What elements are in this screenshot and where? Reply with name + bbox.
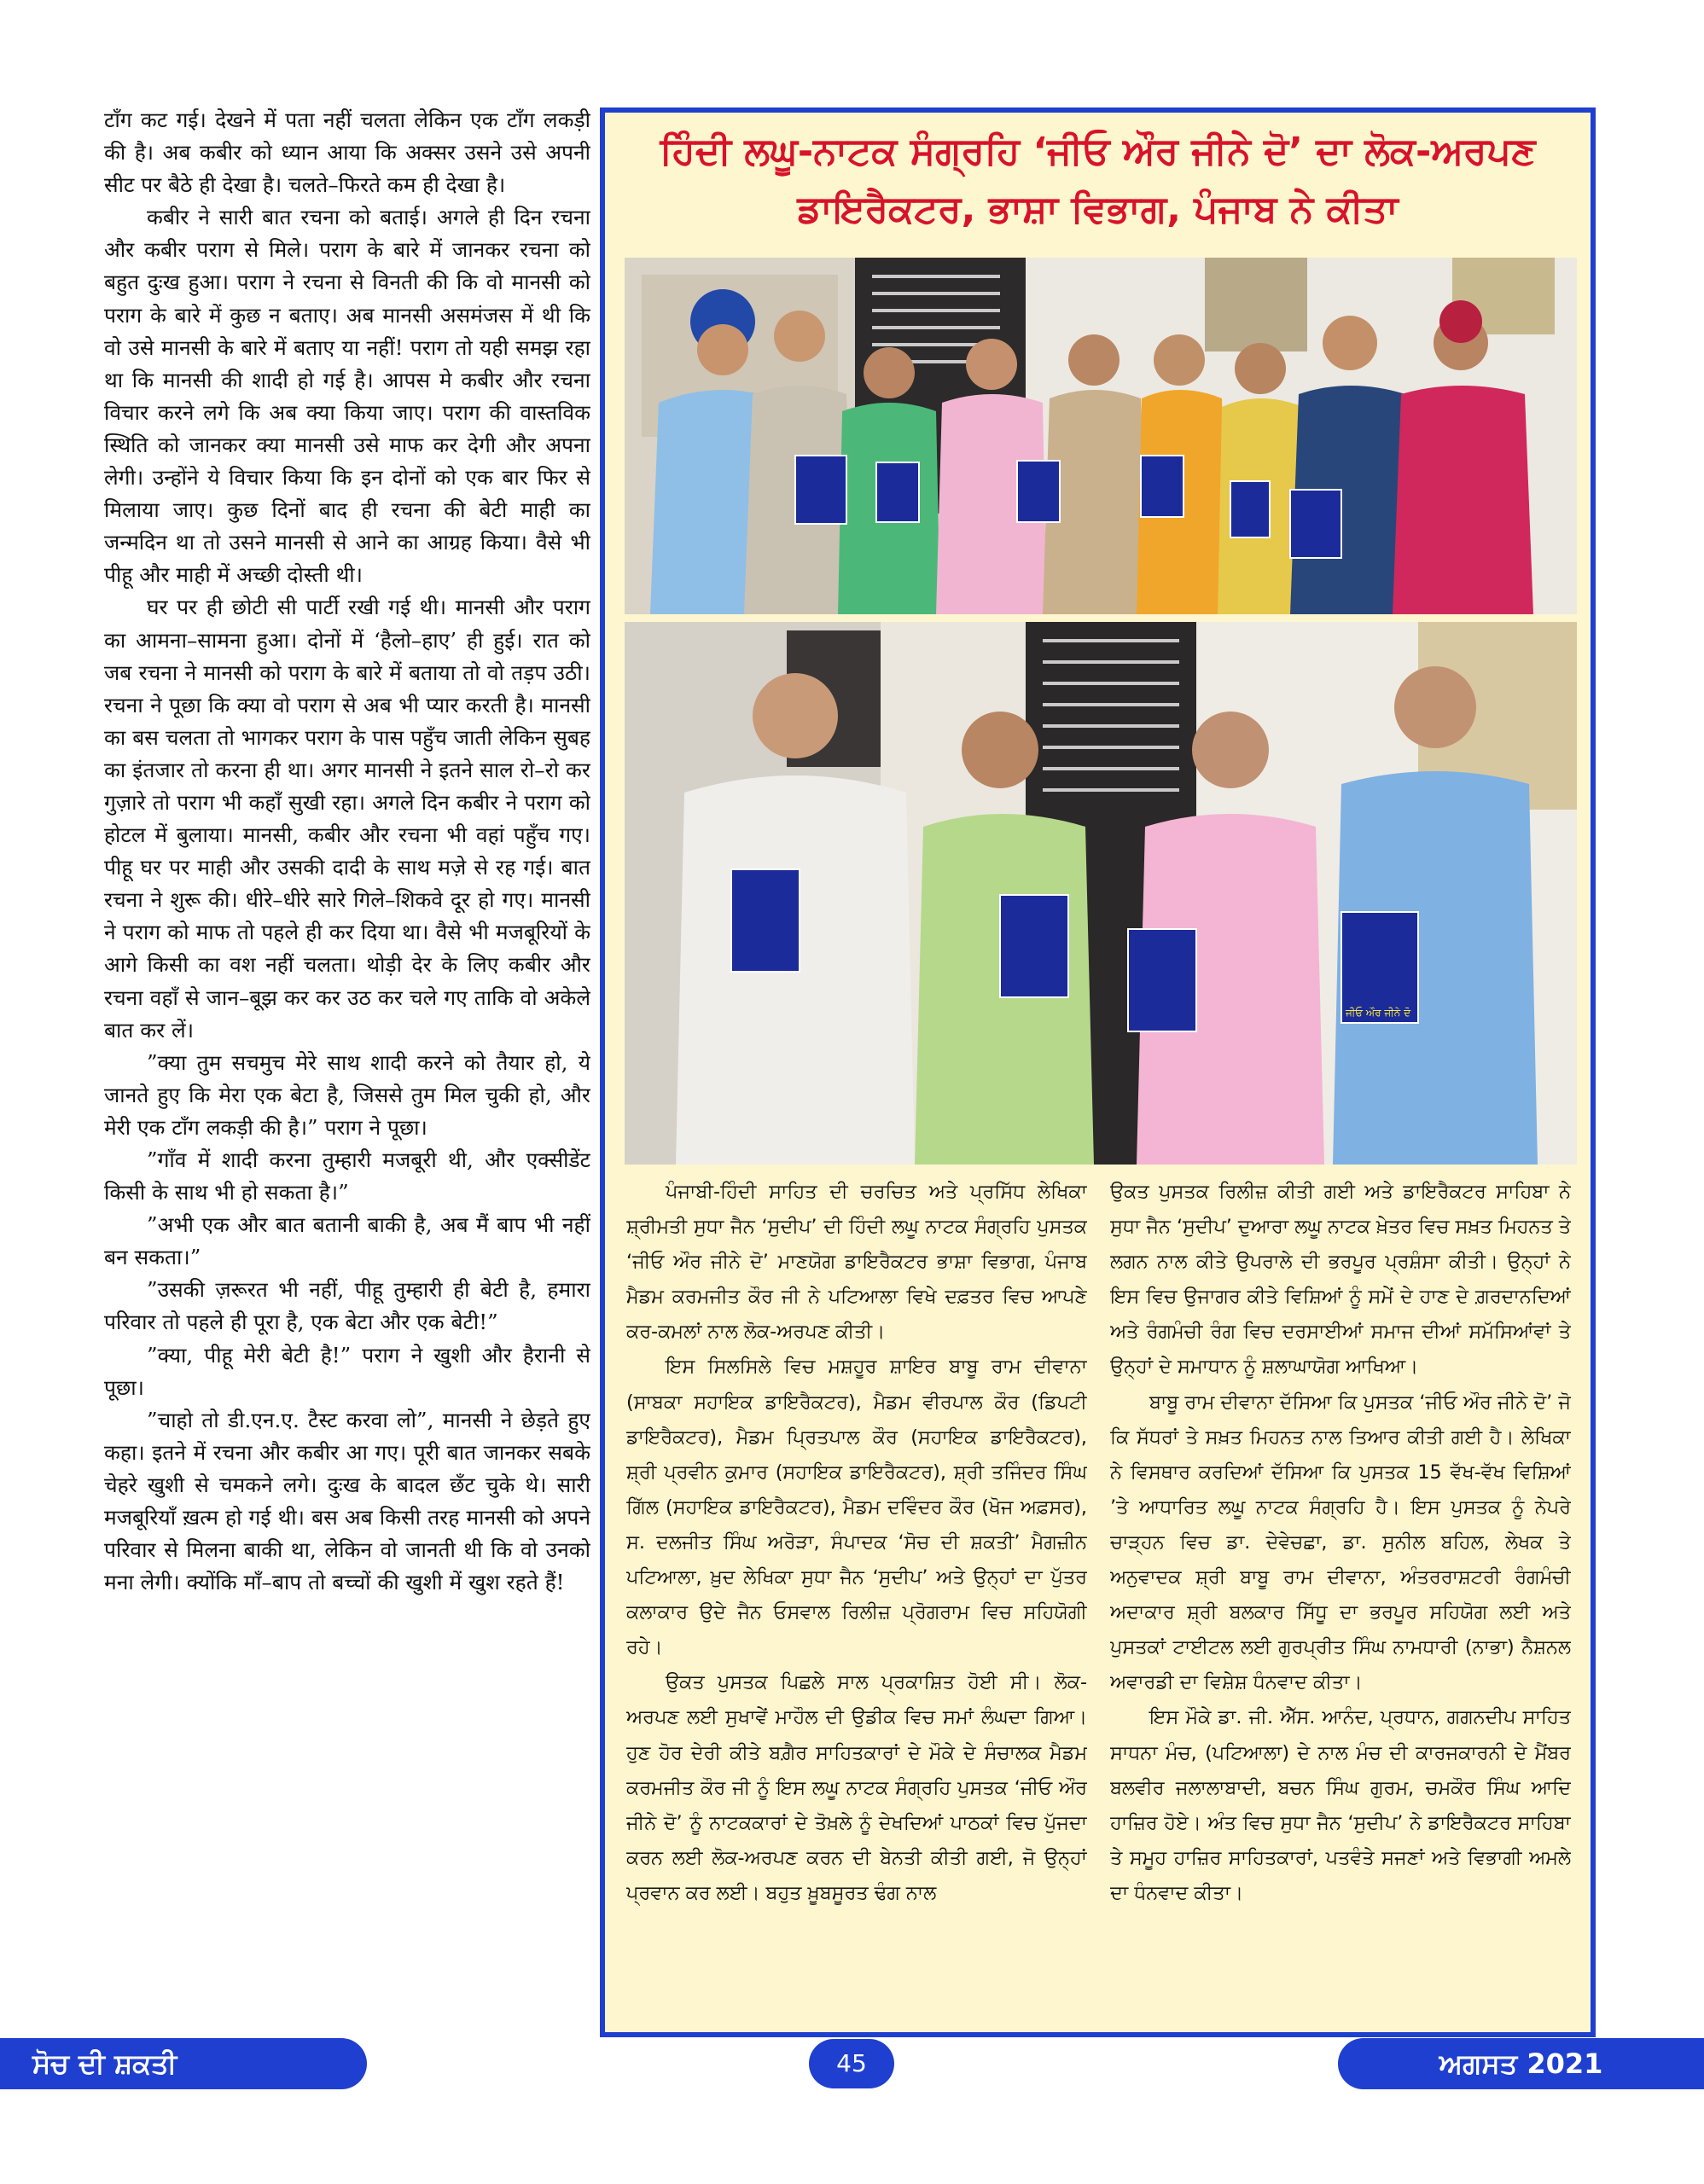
story-paragraph: ”उसकी ज़रूरत भी नहीं, पीहू तुम्हारी ही बेटी है, हमारा परिवार तो पहले ही पूरा है, एक बेटा और एक बेटी!”: [104, 1277, 590, 1335]
story-paragraph: ”क्या तुम सचमुच मेरे साथ शादी करने को तैयार हो, ये जानते हुए कि मेरा एक बेटा है, जिससे तुम मिल चुकी हो, और मेरी एक टाँग लकड़ी की है।” पराग ने पूछा।: [104, 1049, 590, 1140]
article-paragraph: ਉਕਤ ਪੁਸਤਕ ਪਿਛਲੇ ਸਾਲ ਪ੍ਰਕਾਸ਼ਿਤ ਹੋਈ ਸੀ। ਲੋਕ-ਅਰਪਣ ਲਈ ਸੁਖਾਵੇਂ ਮਾਹੌਲ ਦੀ ਉਡੀਕ ਵਿਚ ਸਮਾਂ ਲੰਘਦਾ ਗਿਆ। ਹੁਣ ਹੋਰ ਦੇਰੀ ਕੀਤੇ ਬਗ਼ੈਰ ਸਾਹਿਤਕਾਰਾਂ ਦੇ ਮੌਕੇ ਦੇ ਸੰਚਾਲਕ ਮੈਡਮ ਕਰਮਜੀਤ ਕੌਰ ਜੀ ਨੂੰ ਇਸ ਲਘੂ ਨਾਟਕ ਸੰਗ੍ਰਹਿ ਪੁਸਤਕ ‘ਜੀਓ ਔਰ ਜੀਨੇ ਦੋ’ ਨੂੰ ਨਾਟਕਕਾਰਾਂ ਦੇ ਤੋਖ਼ਲੇ ਨੂੰ ਦੇਖਦਿਆਂ ਪਾਠਕਾਂ ਵਿਚ ਪੁੱਜਦਾ ਕਰਨ ਲਈ ਲੋਕ-ਅਰਪਣ ਕਰਨ ਦੀ ਬੇਨਤੀ ਕੀਤੀ ਗਈ, ਜੋ ਉਨ੍ਹਾਂ ਪ੍ਰਵਾਨ ਕਰ ਲਈ। ਬਹੁਤ ਖ਼ੂਬਸੂਰਤ ਢੰਗ ਨਾਲ: [626, 1671, 1087, 1904]
group-photo: [625, 258, 1577, 614]
story-paragraph: ”अभी एक और बात बतानी बाकी है, अब मैं बाप भी नहीं बन सकता।”: [104, 1212, 590, 1270]
article-paragraph: ਉਕਤ ਪੁਸਤਕ ਰਿਲੀਜ਼ ਕੀਤੀ ਗਈ ਅਤੇ ਡਾਇਰੈਕਟਰ ਸਾਹਿਬਾ ਨੇ ਸੁਧਾ ਜੈਨ ‘ਸੁਦੀਪ’ ਦੁਆਰਾ ਲਘੂ ਨਾਟਕ ਖ਼ੇਤਰ ਵਿਚ ਸਖ਼ਤ ਮਿਹਨਤ ਤੇ ਲਗਨ ਨਾਲ ਕੀਤੇ ਉਪਰਾਲੇ ਦੀ ਭਰਪੂਰ ਪ੍ਰਸ਼ੰਸਾ ਕੀਤੀ। ਉਨ੍ਹਾਂ ਨੇ ਇਸ ਵਿਚ ਉਜਾਗਰ ਕੀਤੇ ਵਿਸ਼ਿਆਂ ਨੂੰ ਸਮੇਂ ਦੇ ਹਾਣ ਦੇ ਗ਼ਰਦਾਨਦਿਆਂ ਅਤੇ ਰੰਗਮੰਚੀ ਰੰਗ ਵਿਚ ਦਰਸਾਈਆਂ ਸਮਾਜ ਦੀਆਂ ਸਮੱਸਿਆਂਵਾਂ ਤੇ ਉਨ੍ਹਾਂ ਦੇ ਸਮਾਧਾਨ ਨੂੰ ਸ਼ਲਾਘਾਯੋਗ ਆਖਿਆ।: [1110, 1181, 1571, 1379]
article-headline: [605, 113, 1591, 258]
article-column-right: [1110, 1175, 1571, 2028]
story-column: [104, 104, 590, 2024]
article-paragraph: ਇਸ ਸਿਲਸਿਲੇ ਵਿਚ ਮਸ਼ਹੂਰ ਸ਼ਾਇਰ ਬਾਬੂ ਰਾਮ ਦੀਵਾਨਾ (ਸਾਬਕਾ ਸਹਾਇਕ ਡਾਇਰੈਕਟਰ), ਮੈਡਮ ਵੀਰਪਾਲ ਕੌਰ (ਡਿਪਟੀ ਡਾਇਰੈਕਟਰ), ਮੈਡਮ ਪ੍ਰਿਤਪਾਲ ਕੌਰ (ਸਹਾਇਕ ਡਾਇਰੈਕਟਰ), ਸ਼੍ਰੀ ਪ੍ਰਵੀਨ ਕੁਮਾਰ (ਸਹਾਇਕ ਡਾਇਰੈਕਟਰ), ਸ਼੍ਰੀ ਤਜਿੰਦਰ ਸਿੰਘ ਗਿੱਲ (ਸਹਾਇਕ ਡਾਇਰੈਕਟਰ), ਮੈਡਮ ਦਵਿੰਦਰ ਕੌਰ (ਖੋਜ ਅਫ਼ਸਰ), ਸ. ਦਲਜੀਤ ਸਿੰਘ ਅਰੋੜਾ, ਸੰਪਾਦਕ ‘ਸੋਚ ਦੀ ਸ਼ਕਤੀ’ ਮੈਗਜ਼ੀਨ ਪਟਿਆਲਾ, ਖ਼ੁਦ ਲੇਖਿਕਾ ਸੁਧਾ ਜੈਨ ‘ਸੁਦੀਪ’ ਅਤੇ ਉਨ੍ਹਾਂ ਦਾ ਪੁੱਤਰ ਕਲਾਕਾਰ ਉਦੇ ਜੈਨ ਓਸਵਾਲ ਰਿਲੀਜ਼ ਪ੍ਰੋਗਰਾਮ ਵਿਚ ਸਹਿਯੋਗੀ ਰਹੇ।: [626, 1356, 1087, 1659]
release-photo: [625, 622, 1577, 1165]
story-paragraph: टाँग कट गई। देखने में पता नहीं चलता लेकिन एक टाँग लकड़ी की है। अब कबीर को ध्यान आया कि अक्सर उसने उसे अपनी सीट पर बैठे ही देखा है। चलते–फिरते कम ही देखा है।: [104, 107, 590, 198]
magazine-name: ਸੋਚ ਦੀ ਸ਼ਕਤੀ: [0, 2038, 367, 2089]
book-cover-title: ਜੀਓ ਔਰ ਜੀਨੇ ਦੋ: [1345, 1007, 1411, 1019]
issue-date: ਅਗਸਤ 2021: [1338, 2038, 1704, 2089]
article-paragraph: ਪੰਜਾਬੀ-ਹਿੰਦੀ ਸਾਹਿਤ ਦੀ ਚਰਚਿਤ ਅਤੇ ਪ੍ਰਸਿੱਧ ਲੇਖਿਕਾ ਸ਼੍ਰੀਮਤੀ ਸੁਧਾ ਜੈਨ ‘ਸੁਦੀਪ’ ਦੀ ਹਿੰਦੀ ਲਘੂ ਨਾਟਕ ਸੰਗ੍ਰਹਿ ਪੁਸਤਕ ‘ਜੀਓ ਔਰ ਜੀਨੇ ਦੋ’ ਮਾਣਯੋਗ ਡਾਇਰੈਕਟਰ ਭਾਸ਼ਾ ਵਿਭਾਗ, ਪੰਜਾਬ ਮੈਡਮ ਕਰਮਜੀਤ ਕੌਰ ਜੀ ਨੇ ਪਟਿਆਲਾ ਵਿਖੇ ਦਫ਼ਤਰ ਵਿਚ ਆਪਣੇ ਕਰ-ਕਮਲਾਂ ਨਾਲ ਲੋਕ-ਅਰਪਣ ਕੀਤੀ।: [626, 1181, 1087, 1344]
article-column-left: [626, 1175, 1087, 2028]
story-paragraph: घर पर ही छोटी सी पार्टी रखी गई थी। मानसी और पराग का आमना–सामना हुआ। दोनों में ‘हैलो–हाए’ ही हुई। रात को जब रचना ने मानसी को पराग के बारे में बताया तो वो तड़प उठी। रचना ने पूछा कि क्या वो पराग से अब भी प्यार करती है। मानसी का बस चलता तो भागकर पराग के पास पहुँच जाती लेकिन सुबह का इंतजार तो करना ही था। अगर मानसी ने इतने साल रो–रो कर गुज़ारे तो पराग भी कहाँ सुखी रहा। अगले दिन कबीर ने पराग को होटल में बुलाया। मानसी, कबीर और रचना भी वहां पहुँच गए। पीहू घर पर माही और उसकी दादी के साथ मज़े से रह गई। बात रचना ने शुरू की। धीरे–धीरे सारे गिले–शिकवे दूर हो गए। मानसी ने पराग को माफ तो पहले ही कर दिया था। वैसे भी मजबूरियों के आगे किसी का वश नहीं चलता। थोड़ी देर के लिए कबीर और रचना वहाँ से जान–बूझ कर कर उठ कर चले गए ताकि वो अकेले बात कर लें।: [104, 595, 590, 1043]
article-paragraph: ਇਸ ਮੌਕੇ ਡਾ. ਜੀ. ਐੱਸ. ਆਨੰਦ, ਪ੍ਰਧਾਨ, ਗਗਨਦੀਪ ਸਾਹਿਤ ਸਾਧਨਾ ਮੰਚ, (ਪਟਿਆਲਾ) ਦੇ ਨਾਲ ਮੰਚ ਦੀ ਕਾਰਜਕਾਰਨੀ ਦੇ ਮੈਂਬਰ ਬਲਵੀਰ ਜਲਾਲਾਬਾਦੀ, ਬਚਨ ਸਿੰਘ ਗੁਰਮ, ਚਮਕੌਰ ਸਿੰਘ ਆਦਿ ਹਾਜ਼ਿਰ ਹੋਏ। ਅੰਤ ਵਿਚ ਸੁਧਾ ਜੈਨ ‘ਸੁਦੀਪ’ ਨੇ ਡਾਇਰੈਕਟਰ ਸਾਹਿਬਾ ਤੇ ਸਮੂਹ ਹਾਜ਼ਿਰ ਸਾਹਿਤਕਾਰਾਂ, ਪਤਵੰਤੇ ਸਜਣਾਂ ਅਤੇ ਵਿਭਾਗੀ ਅਮਲੇ ਦਾ ਧੰਨਵਾਦ ਕੀਤਾ।: [1110, 1706, 1571, 1904]
page-number: 45: [809, 2039, 894, 2088]
story-paragraph: ”चाहो तो डी.एन.ए. टैस्ट करवा लो”, मानसी ने छेड़ते हुए कहा। इतने में रचना और कबीर आ गए। पूरी बात जानकर सबके चेहरे खुशी से चमकने लगे। दुःख के बादल छँट चुके थे। सारी मजबूरियाँ ख़त्म हो गई थी। बस अब किसी तरह मानसी को अपने परिवार से मिलना बाकी था, लेकिन वो जानती थी कि वो उनको मना लेगी। क्योंकि माँ–बाप तो बच्चों की खुशी में खुश रहते हैं!: [104, 1407, 590, 1595]
headline-line-2: ਡਾਇਰੈਕਟਰ, ਭਾਸ਼ਾ ਵਿਭਾਗ, ਪੰਜਾਬ ਨੇ ਕੀਤਾ: [797, 188, 1399, 231]
story-paragraph: ”क्या, पीहू मेरी बेटी है!” पराग ने खुशी और हैरानी से पूछा।: [104, 1342, 590, 1400]
headline-line-1: ਹਿੰਦੀ ਲਘੂ-ਨਾਟਕ ਸੰਗ੍ਰਹਿ ‘ਜੀਓ ਔਰ ਜੀਨੇ ਦੋ’ ਦਾ ਲੋਕ-ਅਰਪਣ: [660, 130, 1536, 173]
story-paragraph: ”गाँव में शादी करना तुम्हारी मजबूरी थी, और एक्सीडेंट किसी के साथ भी हो सकता है।”: [104, 1147, 590, 1205]
story-paragraph: कबीर ने सारी बात रचना को बताई। अगले ही दिन रचना और कबीर पराग से मिले। पराग के बारे में जानकर रचना को बहुत दुःख हुआ। पराग ने रचना से विनती की कि वो मानसी को पराग के बारे में कुछ न बताए। अब मानसी असमंजस में थी कि वो उसे मानसी के बारे में बताए या नहीं! पराग तो यही समझ रहा था कि मानसी की शादी हो गई है। आपस मे कबीर और रचना विचार करने लगे कि अब क्या किया जाए। पराग की वास्तविक स्थिति को जानकर क्या मानसी उसे माफ कर देगी और अपना लेगी। उन्होंने ये विचार किया कि इन दोनों को एक बार फिर से मिलाया जाए। कुछ दिनों बाद ही रचना की बेटी माही का जन्मदिन था तो उसने मानसी से आने का आग्रह किया। वैसे भी पीहू और माही में अच्छी दोस्ती थी।: [104, 205, 590, 588]
news-article-box: [600, 107, 1596, 2037]
article-paragraph: ਬਾਬੂ ਰਾਮ ਦੀਵਾਨਾ ਦੱਸਿਆ ਕਿ ਪੁਸਤਕ ‘ਜੀਓ ਔਰ ਜੀਨੇ ਦੋ’ ਜੋ ਕਿ ਸੱਧਰਾਂ ਤੇ ਸਖ਼ਤ ਮਿਹਨਤ ਨਾਲ ਤਿਆਰ ਕੀਤੀ ਗਈ ਹੈ। ਲੇਖਿਕਾ ਨੇ ਵਿਸਥਾਰ ਕਰਦਿਆਂ ਦੱਸਿਆ ਕਿ ਪੁਸਤਕ 15 ਵੱਖ-ਵੱਖ ਵਿਸ਼ਿਆਂ ’ਤੇ ਆਧਾਰਿਤ ਲਘੂ ਨਾਟਕ ਸੰਗ੍ਰਹਿ ਹੈ। ਇਸ ਪੁਸਤਕ ਨੂੰ ਨੇਪਰੇ ਚਾੜ੍ਹਨ ਵਿਚ ਡਾ. ਦੇਵੇਚਛਾ, ਡਾ. ਸੁਨੀਲ ਬਹਿਲ, ਲੇਖਕ ਤੇ ਅਨੁਵਾਦਕ ਸ਼੍ਰੀ ਬਾਬੂ ਰਾਮ ਦੀਵਾਨਾ, ਅੰਤਰਰਾਸ਼ਟਰੀ ਰੰਗਮੰਚੀ ਅਦਾਕਾਰ ਸ਼੍ਰੀ ਬਲਕਾਰ ਸਿੱਧੂ ਦਾ ਭਰਪੂਰ ਸਹਿਯੋਗ ਲਈ ਅਤੇ ਪੁਸਤਕਾਂ ਟਾਈਟਲ ਲਈ ਗੁਰਪ੍ਰੀਤ ਸਿੰਘ ਨਾਮਧਾਰੀ (ਨਾਭਾ) ਨੈਸ਼ਨਲ ਅਵਾਰਡੀ ਦਾ ਵਿਸ਼ੇਸ਼ ਧੰਨਵਾਦ ਕੀਤਾ।: [1110, 1391, 1571, 1694]
